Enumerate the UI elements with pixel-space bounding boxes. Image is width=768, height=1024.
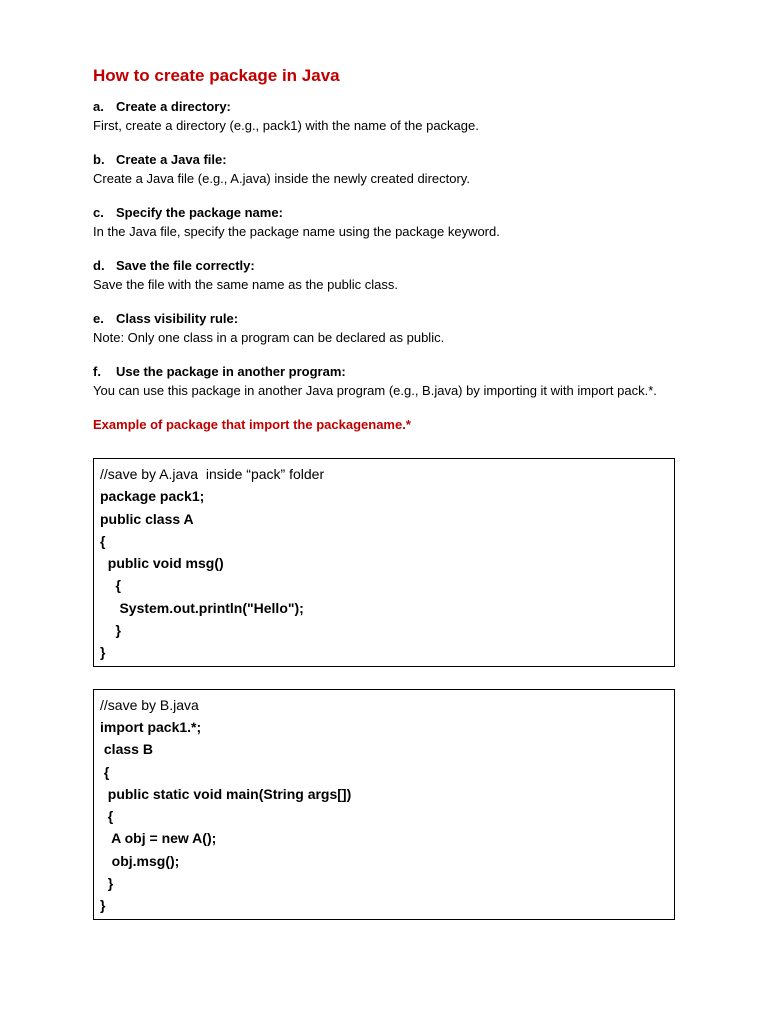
code-line: } — [100, 622, 122, 639]
document-page — [93, 64, 675, 920]
step-body: Note: Only one class in a program can be declared as public. — [93, 330, 445, 345]
code-line: package pack1; — [100, 488, 205, 505]
code-line: obj.msg(); — [100, 852, 180, 869]
code-line: //save by B.java — [100, 696, 199, 713]
step-heading: Use the package in another program: — [116, 364, 346, 379]
step-d — [93, 257, 675, 295]
step-heading: Specify the package name: — [116, 205, 283, 220]
code-line: public static void main(String args[]) — [100, 785, 352, 802]
step-heading: Create a Java file: — [116, 152, 227, 167]
step-body: Save the file with the same name as the public class. — [93, 277, 398, 292]
code-block-b — [93, 689, 675, 920]
code-block-a — [93, 458, 675, 667]
step-body: Create a Java file (e.g., A.java) inside the newly created directory. — [93, 171, 470, 186]
step-b — [93, 151, 675, 189]
code-line: } — [100, 897, 106, 914]
code-line: System.out.println("Hello"); — [100, 599, 304, 616]
step-heading: Create a directory: — [116, 99, 231, 114]
step-letter: d. — [93, 258, 105, 273]
code-line: class B — [100, 741, 153, 758]
code-line: } — [100, 644, 106, 661]
step-body: First, create a directory (e.g., pack1) with the name of the package. — [93, 118, 479, 133]
step-letter: a. — [93, 99, 104, 114]
code-line: { — [100, 763, 110, 780]
step-f — [93, 363, 675, 401]
code-line: import pack1.*; — [100, 718, 202, 735]
step-body: You can use this package in another Java program (e.g., B.java) by importing it with import pack.*. — [93, 383, 657, 398]
example-heading: Example of package that import the packagename.* — [93, 417, 411, 432]
document-title: How to create package in Java — [93, 66, 340, 85]
step-letter: e. — [93, 311, 104, 326]
code-line: public class A — [100, 510, 194, 527]
step-heading: Save the file correctly: — [116, 258, 255, 273]
code-line: } — [100, 875, 114, 892]
step-c — [93, 204, 675, 242]
step-heading: Class visibility rule: — [116, 311, 239, 326]
step-e — [93, 310, 675, 348]
step-body: In the Java file, specify the package name using the package keyword. — [93, 224, 500, 239]
code-line: { — [100, 532, 106, 549]
step-a — [93, 98, 675, 136]
code-line: { — [100, 808, 114, 825]
step-letter: f. — [93, 364, 101, 379]
code-line: public void msg() — [100, 555, 224, 572]
step-letter: c. — [93, 205, 104, 220]
code-line: //save by A.java inside “pack” folder — [100, 466, 325, 482]
code-line: A obj = new A(); — [100, 830, 217, 847]
code-line: { — [100, 577, 122, 594]
step-letter: b. — [93, 152, 105, 167]
